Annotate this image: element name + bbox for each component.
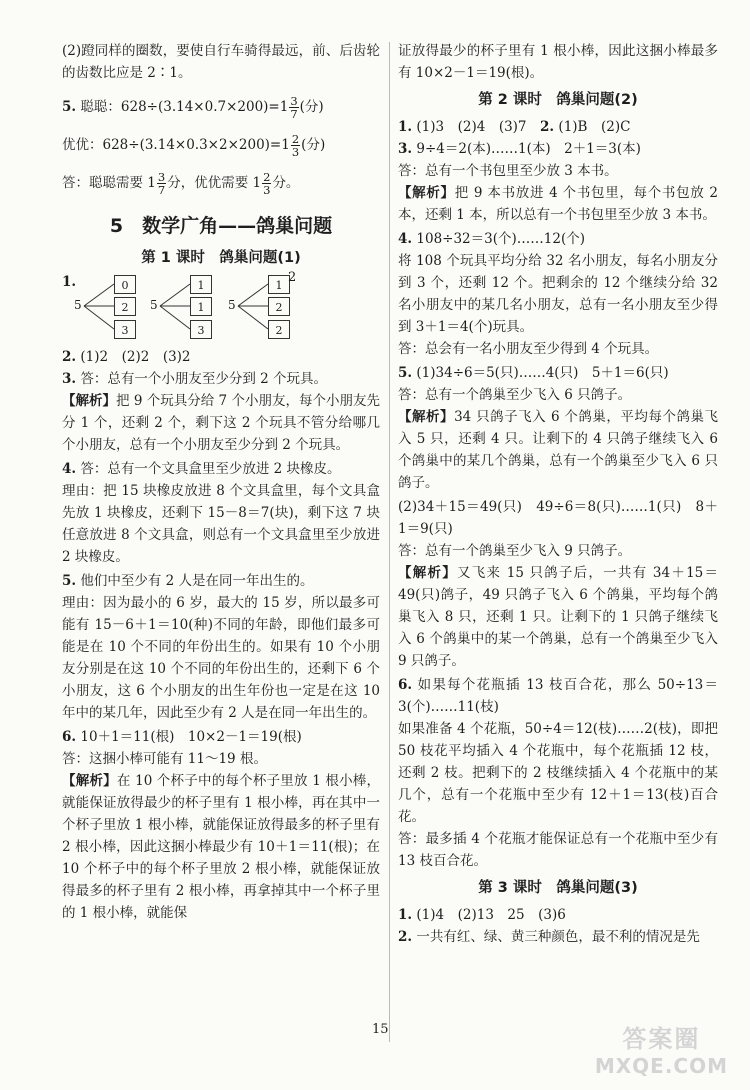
lesson-title: 第 2 课时 鸽巢问题(2) <box>478 92 638 108</box>
answer-line: 答：总有一个鸽巢至少飞入 6 只鸽子。 <box>398 387 632 403</box>
watermark-logo <box>595 1019 728 1078</box>
analysis-paragraph <box>398 182 718 226</box>
analysis-text: 34 只鸽子飞入 6 个鸽巢，平均每个鸽巢飞入 5 只，还剩 4 只。让剩下的 4 只鸽子继续飞入 6 个鸽巢中的某几个鸽巢，总有一个鸽巢至少飞入 6 只鸽子。 <box>398 409 719 491</box>
fraction-denominator: 3 <box>263 183 271 197</box>
analysis-paragraph <box>398 406 718 494</box>
total-label: 5 <box>150 298 158 312</box>
answer-text: 他们中至少有 2 人是在同一年出生的。 <box>80 573 314 589</box>
answer-text: 一共有红、绿、黄三种颜色，最不利的情况是先 <box>416 929 700 945</box>
question-4 <box>398 228 718 250</box>
box-value: 2 <box>268 297 290 316</box>
analysis-paragraph <box>62 770 380 924</box>
analysis-text: 把 9 个玩具分给 7 个小朋友，每个小朋友先分 1 个，还剩 2 个，剩下这 2 个玩具不管分给哪几个小朋友，总有一个小朋友至少分到 2 个玩具。 <box>62 393 381 453</box>
fraction-denominator: 7 <box>157 183 166 197</box>
question-2 <box>62 346 380 368</box>
question-3 <box>62 368 380 390</box>
answer-line: 答：这捆小棒可能有 11～19 根。 <box>62 751 267 767</box>
answer-text: (1)4 (2)13 25 (3)6 <box>416 907 566 923</box>
box-value: 1 <box>268 275 290 294</box>
distribution-diagram <box>150 274 220 342</box>
formula-line: (2)34＋15＝49(只) 49÷6＝8(只)……1(只) 8＋1＝9(只) <box>398 499 718 537</box>
question-3 <box>398 138 718 160</box>
question-number: 5. <box>62 99 77 115</box>
fraction-numerator: 3 <box>290 94 298 108</box>
question-number: 1. <box>398 907 413 923</box>
explanation-paragraph: 将 108 个玩具平均分给 32 名小朋友，每名小朋友分到 3 个，还剩 12 个。把剩余的 12 个继续分给 32 名小朋友中的某几名小朋友，总有一名小朋友至少得到 3＋1＝4(个)玩具。 <box>398 253 718 335</box>
lesson-title: 第 3 课时 鸽巢问题(3) <box>478 880 638 896</box>
answer-text: (1)B (2)C <box>558 119 631 135</box>
pigeonhole-diagrams <box>62 270 380 342</box>
total-label: 5 <box>74 298 82 312</box>
explanation-paragraph: 如果准备 4 个花瓶，50÷4＝12(枝)……2(枝)，即把 50 枝花平均插入 4 个花瓶中，每个花瓶插 12 枝，还剩 2 枝。把剩下的 2 枝继续插入 4 个花瓶中的某几个，总有一个花瓶中至少有 12＋1＝13(枝)百合花。 <box>398 721 718 825</box>
text-paragraph: (2)蹬同样的圈数，要使自行车骑得最远，前、后齿轮的齿数比应是 2∶1。 <box>62 43 380 81</box>
continued-paragraph: 证放得最少的杯子里有 1 根小棒，因此这捆小棒最多有 10×2－1＝19(根)。 <box>398 43 718 81</box>
formula-text: 10＋1＝11(根) 10×2－1＝19(根) <box>80 729 302 745</box>
fraction-numerator: 3 <box>157 170 166 184</box>
answer-line: 答：最多插 4 个花瓶才能保证总有一个花瓶中至少有 13 枝百合花。 <box>398 831 718 869</box>
watermark-text: 答案圈 <box>622 1025 701 1053</box>
question-number: 2. <box>398 929 413 945</box>
fraction-numerator: 2 <box>263 170 271 184</box>
box-value: 0 <box>114 275 136 294</box>
question-number: 6. <box>62 729 77 745</box>
formula-text: 如果每个花瓶插 13 枝百合花，那么 50÷13＝3(个)……11(枝) <box>398 677 718 715</box>
column-divider <box>389 42 390 1042</box>
analysis-tag: 【解析】 <box>398 565 457 581</box>
answer-line: 答：总有一个鸽巢至少飞入 9 只鸽子。 <box>398 543 632 559</box>
question-1 <box>398 904 718 926</box>
watermark-url: MXQE.COM <box>594 1054 728 1078</box>
analysis-tag: 【解析】 <box>398 185 455 201</box>
unit: (分) <box>299 99 324 115</box>
analysis-tag: 【解析】 <box>62 773 117 789</box>
lesson-title: 第 1 课时 鸽巢问题(1) <box>141 250 301 266</box>
analysis-paragraph <box>62 390 380 456</box>
left-column <box>62 40 380 926</box>
distribution-diagram <box>74 274 144 342</box>
fraction <box>289 95 298 120</box>
analysis-text: 把 9 本书放进 4 个书包里，每个书包放 2 本，还剩 1 本，所以总有一个书包里至少放 3 本书。 <box>398 185 718 223</box>
question-number: 5. <box>62 573 77 589</box>
q5-answer-line <box>62 168 380 198</box>
trailing-number: 2 <box>288 270 297 285</box>
reason-paragraph: 理由：因为最小的 6 岁，最大的 15 岁，所以最多可能有 15－6＋1＝10(种)不同的年龄，即他们最多可能是在 10 个不同的年份出生的。如果有 10 个小朋友分别是在这 10 个不同的年份出生的，还剩下 6 个小朋友，这 6 个小朋友的出生年份也一定是在这 10 年中的某几年，因此至少有 2 人是在同一年出生的。 <box>62 595 380 721</box>
q5-cong-line <box>62 92 380 122</box>
answer-line: 答：总有一个书包里至少放 3 本书。 <box>398 163 618 179</box>
question-2 <box>398 926 718 948</box>
question-1 <box>398 116 718 138</box>
analysis-text: 在 10 个杯子中的每个杯子里放 1 根小棒，就能保证放得最少的杯子里有 1 根小棒，再在其中一个杯子里放 1 根小棒，就能保证放得最多的杯子里有 2 根小棒，因此这捆小棒最少有 10＋1＝11(根)；在 10 个杯子中的每个杯子里放 2 根小棒，就能保证放得最多的杯子里有 2 根小棒，再拿掉其中一个杯子里的 1 根小棒，就能保 <box>62 773 381 921</box>
reason-paragraph: 理由：把 15 块橡皮放进 8 个文具盒里，每个文具盒先放 1 块橡皮，还剩下 15－8＝7(块)，剩下这 7 块任意放进 8 个文具盒，则总有一个文具盒里至少放进 2 块橡皮。 <box>62 483 380 565</box>
unit: (分) <box>301 137 326 153</box>
analysis-tag: 【解析】 <box>62 393 117 409</box>
question-number: 2. <box>540 119 555 135</box>
answer-text: 答：聪聪需要 1 <box>62 175 156 191</box>
answer-text: (1)3 (2)4 (3)7 <box>416 119 527 135</box>
box-value: 2 <box>114 297 136 316</box>
box-value: 1 <box>190 297 212 316</box>
answer-text: 分，优优需要 1 <box>167 175 262 191</box>
fraction-denominator: 3 <box>291 145 300 159</box>
chapter-title: 5 数学广角——鸽巢问题 <box>109 215 333 237</box>
fraction-numerator: 2 <box>291 132 300 146</box>
question-number: 1. <box>398 119 413 135</box>
question-4 <box>62 458 380 480</box>
answer-text: 分。 <box>272 175 300 191</box>
fraction <box>291 133 300 158</box>
box-value: 3 <box>114 320 136 339</box>
fraction-denominator: 7 <box>290 107 298 121</box>
formula-text: 108÷32＝3(个)……12(个) <box>416 231 585 247</box>
fraction <box>157 171 166 196</box>
question-5 <box>62 570 380 592</box>
analysis-tag: 【解析】 <box>398 409 455 425</box>
total-label: 5 <box>228 298 236 312</box>
answer-line: 答：总会有一名小朋友至少得到 4 个玩具。 <box>398 341 659 357</box>
q5-you-line <box>62 130 380 160</box>
question-number: 5. <box>398 365 413 381</box>
box-value: 1 <box>190 275 212 294</box>
answer-text: 答：总有一个文具盒里至少放进 2 块橡皮。 <box>80 461 341 477</box>
you-formula: 优优：628÷(3.14×0.3×2×200)=1 <box>62 137 290 153</box>
question-number: 1. <box>62 274 77 290</box>
answer-text: 答：总有一个小朋友至少分到 2 个玩具。 <box>80 371 328 387</box>
answer-text: (1)2 (2)2 (3)2 <box>80 349 191 365</box>
fraction <box>262 171 271 196</box>
formula-text: (1)34÷6＝5(只)……4(只) 5＋1＝6(只) <box>416 365 669 381</box>
cong-formula: 聪聪：628÷(3.14×0.7×200)=1 <box>80 99 289 115</box>
box-value: 2 <box>268 320 290 339</box>
question-6 <box>62 726 380 748</box>
question-6 <box>398 674 718 718</box>
formula-text: 9÷4＝2(本)……1(本) 2＋1＝3(本) <box>416 141 641 157</box>
question-number: 4. <box>62 461 77 477</box>
analysis-paragraph <box>398 562 718 672</box>
analysis-text: 又飞来 15 只鸽子后，一共有 34＋15＝49(只)鸽子，49 只鸽子飞入 6 个鸽巢，平均每个鸽巢飞入 8 只，还剩 1 只。让剩下的 1 只鸽子继续飞入 6 个鸽巢中的某一个鸽巢，总有一个鸽巢至少飞入 9 只鸽子。 <box>398 565 718 669</box>
question-number: 3. <box>62 371 77 387</box>
question-number: 3. <box>398 141 413 157</box>
question-number: 6. <box>398 677 413 693</box>
question-5 <box>398 362 718 384</box>
right-column <box>398 40 718 948</box>
question-number: 4. <box>398 231 413 247</box>
question-number: 2. <box>62 349 77 365</box>
box-value: 3 <box>190 320 212 339</box>
page-number: 15 <box>372 1022 389 1037</box>
